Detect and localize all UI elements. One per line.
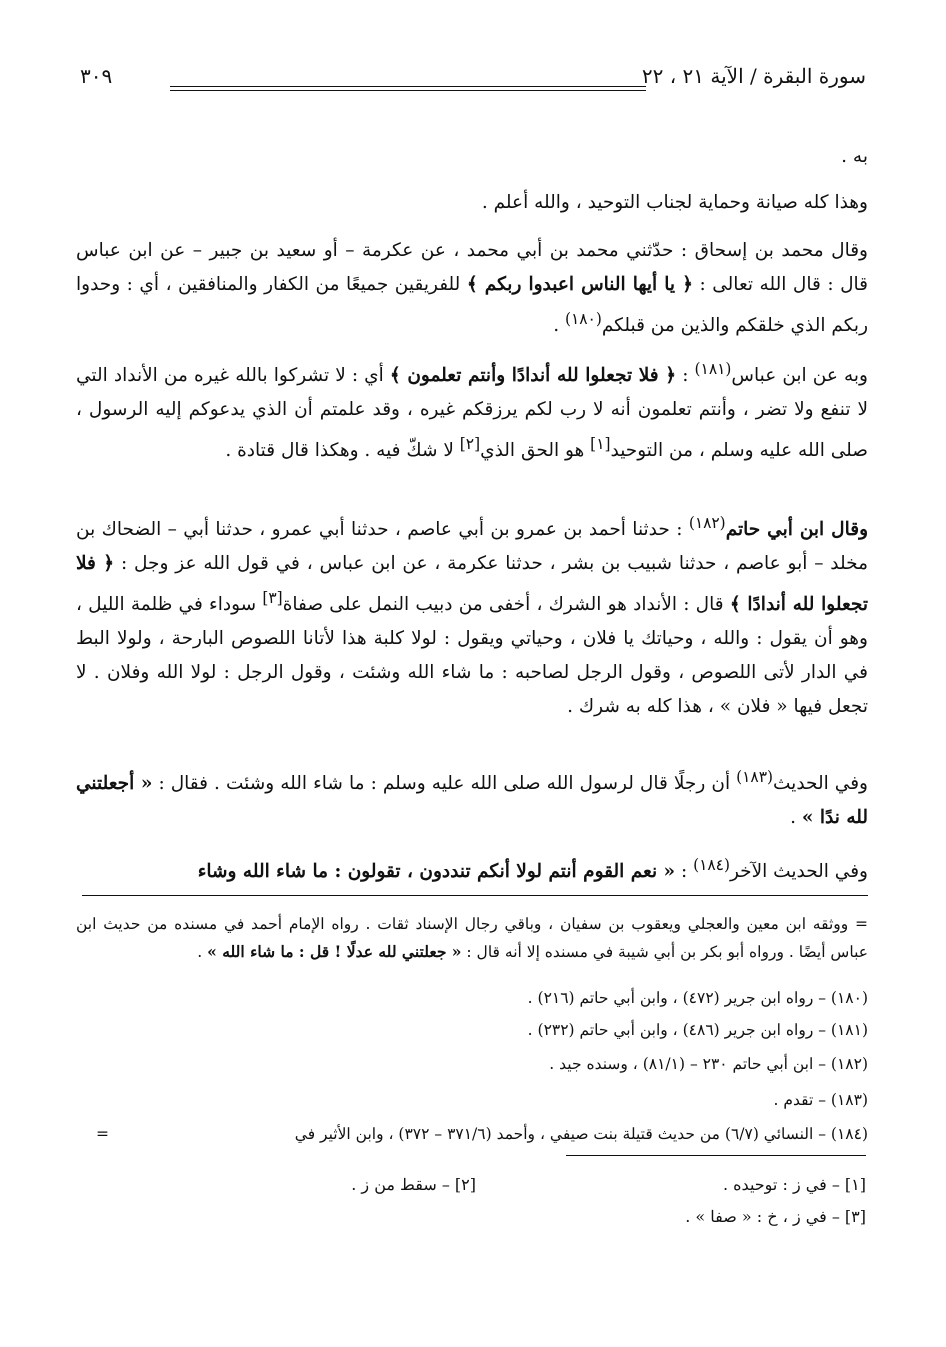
footnote-ref-180: (١٨٠) xyxy=(564,310,602,328)
header-title: سورة البقرة / الآية ٢١ ، ٢٢ xyxy=(641,64,866,88)
paragraph-1-text: به . xyxy=(841,146,868,167)
editorial-note-1 xyxy=(723,1175,866,1194)
paragraph-5-text-g: سوداء في ظلمة الليل ، وهو أن يقول : والله ، وحياتك يا فلان ، وحياتي ويقول : لولا كلبة هذا لأتانا اللصوص البارحة ، ولولا البط في الدار لأتى اللصوص ، وقول الرجل لصاحبه : ما شاء الله وشئت ، وقول الرجل : لولا الله وفلان . لا تجعل فيها « فلان » ، هذا كله به شرك . xyxy=(76,594,868,718)
paragraph-3-text-c: للفريقين جميعًا من الكفار والمنافقين ، أي : وحدوا ربكم الذي خلقكم والذين من قبلكم xyxy=(76,274,868,337)
footnote-184-text: (١٨٤) – النسائي (٦/٧) من حديث قتيلة بنت صيفي ، وأحمد (٣٧١/٦ – ٣٧٢) ، وابن الأثير في xyxy=(294,1125,868,1143)
paragraph-5-text-c: : حدثنا أحمد بن عمرو بن أبي عاصم ، حدثنا أبي عمرو ، حدثنا أبي – الضحاك بن مخلد – أبو عاصم ، حدثنا شبيب بن بشر ، حدثنا عكرمة ، عن ابن عباس ، في قول الله عز وجل : xyxy=(76,519,868,575)
paragraph-6-text-c: أن رجلًا قال لرسول الله صلى الله عليه وسلم : ما شاء الله وشئت . فقال : xyxy=(152,773,737,795)
footnote-ref-184: (١٨٤) xyxy=(693,856,730,874)
footnote-continuation-text-a: = ووثقه ابن معين والعجلي ويعقوب بن سفيان ، وباقي رجال الإسناد ثقات . رواه الإمام أحمد في مسنده من حديث ابن عباس أيضًا . ورواه أبو بكر بن أبي شيبة في مسنده إلا أنه قال : xyxy=(76,915,868,961)
paragraph-4-text-g: هو الحق الذي xyxy=(480,440,591,462)
paragraph-5 xyxy=(76,506,868,724)
footnote-continuation-text-c: . xyxy=(197,943,208,961)
editorial-separator xyxy=(566,1155,866,1156)
paragraph-4-text-c: : xyxy=(676,365,695,387)
footnote-183-text: (١٨٣) – تقدم . xyxy=(773,1091,868,1109)
paragraph-7-text-c: : xyxy=(675,861,694,883)
footnote-separator xyxy=(82,895,868,896)
paragraph-3-text-a: وقال محمد بن إسحاق : حدّثني محمد بن أبي محمد ، عن عكرمة – أو سعيد بن جبير – عن ابن عباس قال : قال الله تعالى : xyxy=(76,240,868,295)
footnote-182 xyxy=(76,1050,868,1078)
editorial-note-2-text: [٢] – سقط من ز . xyxy=(351,1175,476,1194)
paragraph-4 xyxy=(76,352,868,468)
footnote-181-text: (١٨١) – رواه ابن جرير (٤٨٦) ، وابن أبي حاتم (٢٣٢) . xyxy=(527,1021,868,1039)
paragraph-3-text-e: . xyxy=(553,315,565,337)
footnote-180 xyxy=(76,984,868,1012)
footnote-continuation-quote: « جعلتني لله عدلًا ! قل : ما شاء الله » xyxy=(207,942,462,961)
header-rule xyxy=(170,86,646,91)
editorial-note-1-text: [١] – في ز : توحيده . xyxy=(722,1175,866,1194)
footnote-184-continued-mark: = xyxy=(96,1125,109,1143)
editorial-note-3-text: [٣] – في ز ، خ : « صفا » . xyxy=(685,1207,866,1226)
page-number: ٣٠٩ xyxy=(80,64,113,88)
paragraph-5-heading: وقال ابن أبي حاتم xyxy=(725,519,868,541)
paragraph-7 xyxy=(76,848,868,889)
paragraph-7-text-a: وفي الحديث الآخر xyxy=(729,861,868,883)
paragraph-4-text-i: لا شكّ فيه . وهكذا قال قتادة . xyxy=(225,440,460,462)
paragraph-5-text-e: قال : الأنداد هو الشرك ، أخفى من دبيب النمل على صفاة xyxy=(282,594,730,616)
footnote-180-text: (١٨٠) – رواه ابن جرير (٤٧٢) ، وابن أبي حاتم (٢١٦) . xyxy=(527,989,868,1007)
paragraph-2 xyxy=(76,186,868,220)
editorial-ref-2: [٢] xyxy=(459,435,481,454)
paragraph-6-text-e: . xyxy=(790,807,802,829)
hadith-quote-1: « أجعلتني لله ندًا » xyxy=(76,773,868,829)
footnote-ref-182: (١٨٢) xyxy=(688,514,726,532)
paragraph-6-text-a: وفي الحديث xyxy=(773,773,868,795)
footnote-continuation xyxy=(76,910,868,966)
footnote-181 xyxy=(76,1016,868,1044)
footnote-ref-181: (١٨١) xyxy=(694,360,732,378)
quran-quote-3: ﴿ فلا تجعلوا لله أندادًا ﴾ xyxy=(76,553,868,616)
hadith-quote-2: « نعم القوم أنتم لولا أنكم تنددون ، تقولون : ما شاء الله وشاء xyxy=(197,861,676,883)
editorial-note-2 xyxy=(351,1175,476,1194)
paragraph-3 xyxy=(76,234,868,343)
paragraph-1 xyxy=(76,140,868,174)
quran-quote-2: ﴿ فلا تجعلوا لله أندادًا وأنتم تعلمون ﴾ xyxy=(389,365,677,387)
footnote-183 xyxy=(76,1086,868,1114)
footnote-184 xyxy=(76,1120,868,1148)
editorial-ref-1: [١] xyxy=(590,435,611,454)
editorial-ref-3: [٣] xyxy=(262,589,283,608)
paragraph-4-text-e: أي : لا تشركوا بالله غيره من الأنداد التي لا تنفع ولا تضر ، وأنتم تعلمون أنه لا رب لكم يرزقكم غيره ، وقد علمتم أن الذي يدعوكم إليه الرسول ، صلى الله عليه وسلم ، من التوحيد xyxy=(76,365,868,462)
paragraph-6 xyxy=(76,760,868,835)
editorial-note-3 xyxy=(685,1207,866,1226)
footnote-ref-183: (١٨٣) xyxy=(736,768,773,786)
footnote-182-text: (١٨٢) – ابن أبي حاتم ٢٣٠ – (٨١/١) ، وسنده جيد . xyxy=(549,1055,868,1073)
quran-quote-1: ﴿ يا أيها الناس اعبدوا ربكم ﴾ xyxy=(466,274,693,295)
running-header xyxy=(80,64,866,104)
paragraph-4-text-a: وبه عن ابن عباس xyxy=(731,365,868,387)
paragraph-2-text: وهذا كله صيانة وحماية لجناب التوحيد ، والله أعلم . xyxy=(481,192,868,213)
